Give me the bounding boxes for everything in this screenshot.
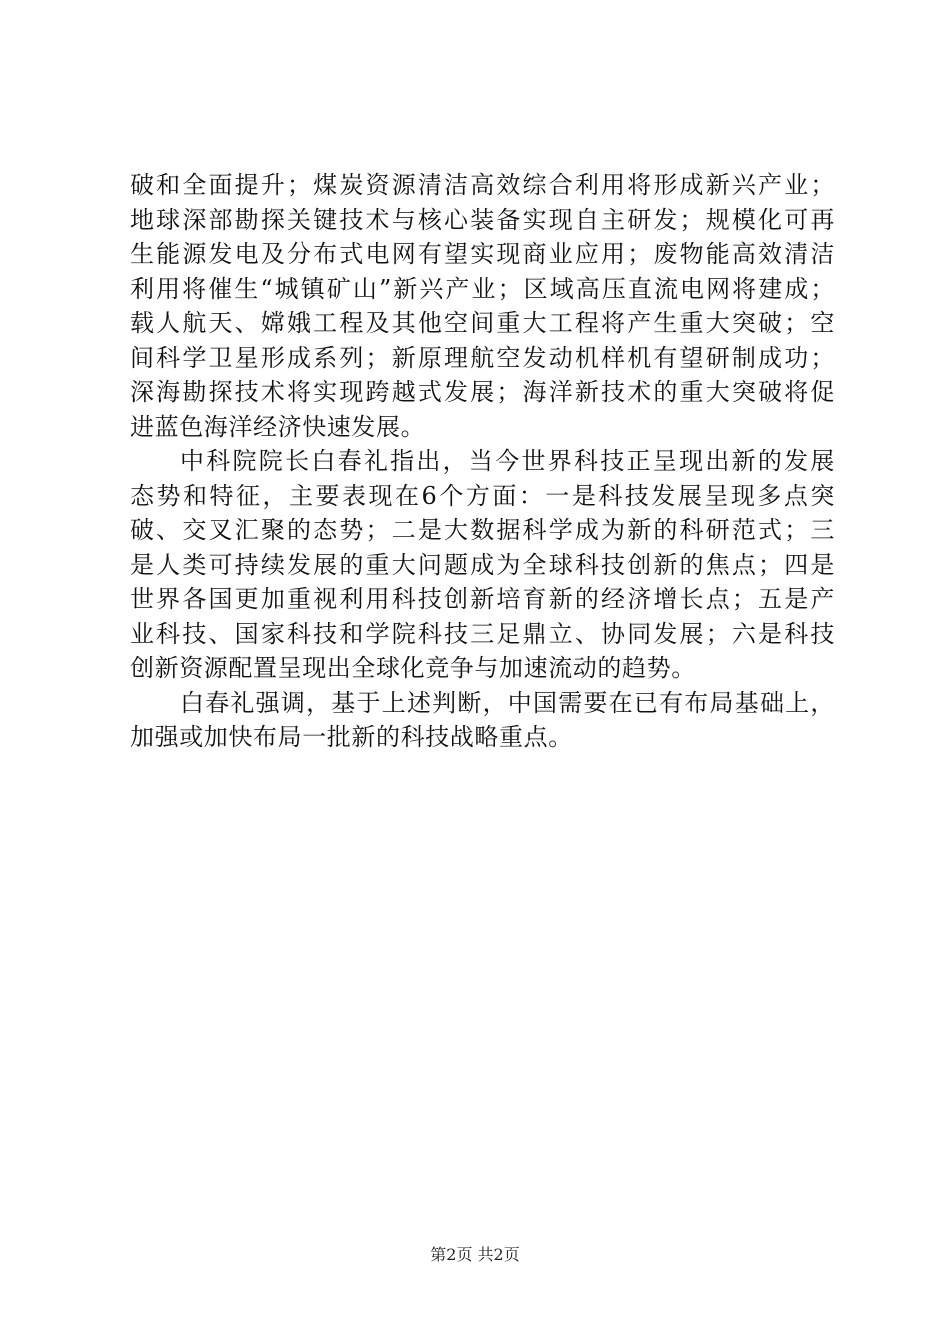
text-line: 利用将催生“城镇矿山”新兴产业；区域高压直流电网将建成； [130,274,835,303]
paragraph-1 [130,168,835,444]
text-line: 白春礼强调，基于上述判断，中国需要在已有布局基础上， [180,688,835,717]
paragraph-3 [130,686,835,755]
text-line: 态势和特征，主要表现在6个方面：一是科技发展呈现多点突 [130,481,835,510]
text-line: 创新资源配置呈现出全球化竞争与加速流动的趋势。 [130,654,696,682]
page-footer [0,1243,950,1267]
page-number-label: 第2页 共2页 [430,1245,520,1264]
text-line: 破和全面提升；煤炭资源清洁高效综合利用将形成新兴产业； [130,171,835,199]
text-line: 业科技、国家科技和学院科技三足鼎立、协同发展；六是科技 [130,619,835,648]
paragraph-2 [130,444,835,686]
text-line: 中科院院长白春礼指出，当今世界科技正呈现出新的发展 [180,447,835,475]
text-line: 地球深部勘探关键技术与核心装备实现自主研发；规模化可再 [130,205,835,234]
text-line: 是人类可持续发展的重大问题成为全球科技创新的焦点；四是 [130,550,835,579]
text-line: 深海勘探技术将实现跨越式发展；海洋新技术的重大突破将促 [130,378,835,406]
text-line: 间科学卫星形成系列；新原理航空发动机样机有望研制成功； [130,343,835,372]
text-line: 破、交叉汇聚的态势；二是大数据科学成为新的科研范式；三 [130,516,835,544]
text-line: 世界各国更加重视利用科技创新培育新的经济增长点；五是产 [130,585,835,613]
text-line: 加强或加快布局一批新的科技战略重点。 [130,723,573,751]
text-line: 生能源发电及分布式电网有望实现商业应用；废物能高效清洁 [130,240,835,268]
text-line: 进蓝色海洋经济快速发展。 [130,412,426,441]
text-line: 载人航天、嫦娥工程及其他空间重大工程将产生重大突破；空 [130,309,835,337]
document-body [130,168,835,755]
